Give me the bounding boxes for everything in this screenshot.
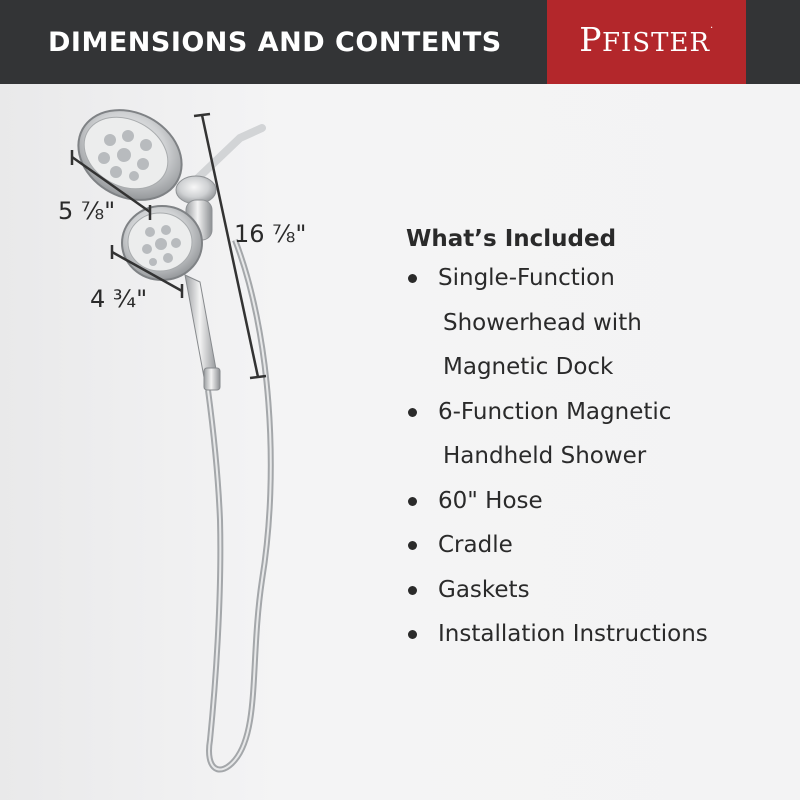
included-item-text: 6-Function Magnetic: [438, 398, 672, 425]
page-title: DIMENSIONS AND CONTENTS: [48, 27, 502, 58]
bullet-icon: [408, 497, 417, 506]
included-item-text: Showerhead with: [443, 309, 642, 336]
whats-included-section: [406, 222, 796, 657]
included-item: [406, 568, 796, 613]
dimension-label-height: 16 ⅞": [234, 220, 307, 248]
included-item-text: Magnetic Dock: [443, 354, 614, 380]
included-item-text: Single-Function: [438, 265, 615, 291]
header-bar: [0, 0, 800, 84]
included-item-text: Cradle: [438, 532, 513, 558]
included-items-list: [406, 256, 796, 657]
dimension-label-large-head: 5 ⅞": [58, 197, 116, 225]
bullet-icon: [408, 541, 417, 550]
included-item: [406, 612, 796, 657]
dimension-label-handheld: 4 ¾": [90, 285, 148, 313]
included-item: [406, 479, 796, 524]
product-illustration: [0, 84, 400, 800]
included-item-text: 60" Hose: [438, 487, 543, 514]
brand-logo: [547, 0, 746, 84]
hose: [208, 240, 271, 770]
bullet-icon: [408, 630, 417, 639]
bullet-icon: [408, 408, 417, 417]
included-item-text: Handheld Shower: [443, 443, 647, 469]
included-item: [406, 256, 796, 390]
whats-included-heading: What’s Included: [406, 226, 617, 252]
included-item-text: Installation Instructions: [438, 621, 708, 647]
included-item: [406, 390, 796, 479]
brand-logo-text: PFISTER.: [579, 20, 714, 59]
bullet-icon: [408, 586, 417, 595]
bullet-icon: [408, 274, 417, 283]
included-item: [406, 523, 796, 568]
included-item-text: Gaskets: [438, 576, 530, 603]
